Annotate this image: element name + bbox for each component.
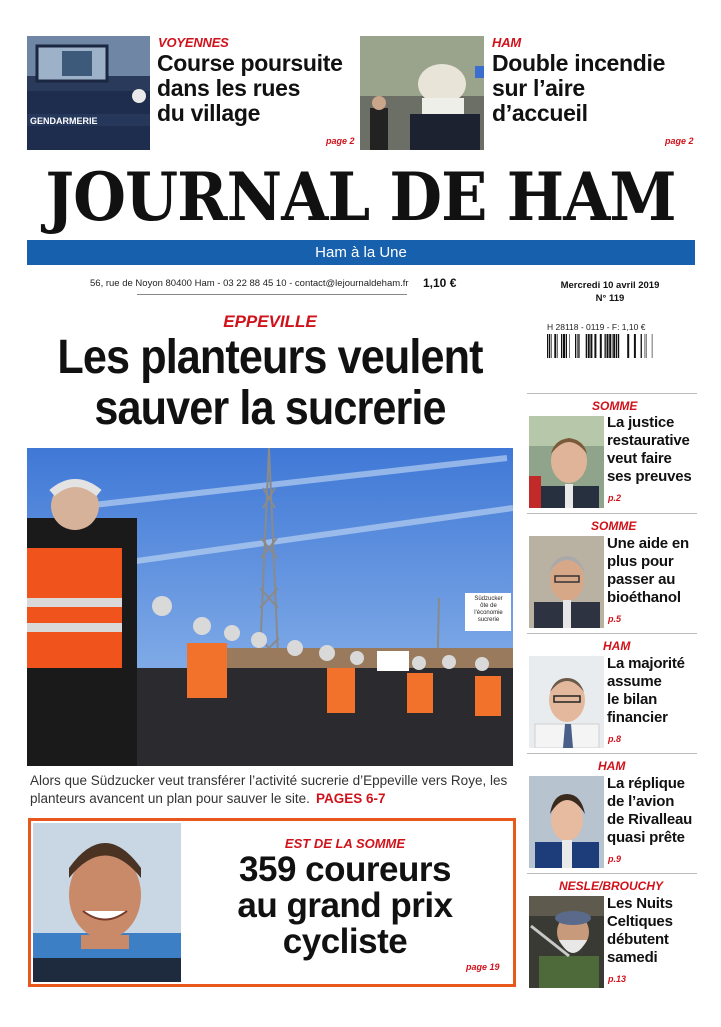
sidebar-separator <box>527 393 697 394</box>
barcode-bar <box>566 334 567 358</box>
side-page-ref: p.2 <box>608 493 622 503</box>
barcode-bar <box>551 334 552 358</box>
sidebar-separator <box>527 753 697 754</box>
sidebar-separator <box>527 873 697 874</box>
side-title-line: débutent <box>607 931 669 948</box>
side-title-line: samedi <box>607 949 658 966</box>
issue-date: Mercredi 10 avril 2019 <box>560 280 660 291</box>
side-title-line: de l’avion <box>607 793 675 810</box>
teaser-title-line: Course poursuite <box>157 50 343 76</box>
sidebar-photo <box>529 896 604 988</box>
box-page-ref: page 19 <box>466 962 500 972</box>
contact-info: 56, rue de Noyon 80400 Ham - 03 22 88 45 10 - contact@lejournaldeham.fr <box>90 278 409 289</box>
side-page-ref: p.8 <box>608 734 622 744</box>
side-title-line: de Rivalleau <box>607 811 693 828</box>
protest-sign-line: sucrerie <box>477 617 500 623</box>
side-title-line: ses preuves <box>607 468 692 485</box>
masthead-title: JOURNAL DE HAM <box>45 158 676 236</box>
protest-sign-line: ôte de <box>480 603 497 609</box>
teaser-title <box>157 51 357 126</box>
barcode-bar <box>561 334 562 358</box>
barcode-bar <box>590 334 592 358</box>
barcode-bar <box>577 334 578 358</box>
main-pages-ref: PAGES 6-7 <box>315 791 386 806</box>
side-title-line: restaurative <box>607 432 690 449</box>
barcode-bar <box>594 334 596 358</box>
box-headline-line: cycliste <box>282 922 408 961</box>
side-title <box>607 535 707 607</box>
side-page-ref: p.13 <box>608 974 627 984</box>
barcode-bar <box>563 334 565 358</box>
barcode-bar <box>549 334 550 358</box>
side-title-line: financier <box>607 709 668 726</box>
barcode-bar <box>600 334 602 358</box>
barcode-bar <box>613 334 615 358</box>
teaser-kicker: HAM <box>492 35 522 50</box>
side-kicker: SOMME <box>592 399 638 413</box>
teaser-page: page 2 <box>665 136 694 146</box>
barcode-text: H 28118 - 0119 - F: 1,10 € <box>547 322 646 332</box>
side-kicker: HAM <box>598 759 626 773</box>
date-block <box>540 279 680 305</box>
barcode-bar <box>605 334 606 358</box>
side-kicker: HAM <box>603 639 631 653</box>
barcode-bar <box>616 334 617 358</box>
box-headline <box>180 852 510 960</box>
barcode-bar <box>586 334 587 358</box>
sidebar-separator <box>527 513 697 514</box>
cyclist-photo <box>33 823 181 982</box>
barcode-bar <box>554 334 556 358</box>
side-title-line: assume <box>607 673 662 690</box>
side-title-line: La justice <box>607 414 675 431</box>
barcode-bar <box>609 334 611 358</box>
main-headline-line: sauver la sucrerie <box>94 382 446 435</box>
barcode-bar <box>646 334 647 358</box>
barcode-bar <box>641 334 642 358</box>
side-kicker: NESLE/BROUCHY <box>559 879 664 893</box>
barcode-bar <box>588 334 590 358</box>
side-title-line: La réplique <box>607 775 685 792</box>
teaser-title-line: du village <box>157 100 261 126</box>
teaser-title-line: sur l’aire <box>492 75 585 101</box>
barcode-bar <box>569 334 570 358</box>
side-kicker: SOMME <box>591 519 637 533</box>
teaser-page: page 2 <box>326 136 355 146</box>
main-caption <box>30 772 520 808</box>
side-title-line: Les Nuits <box>607 895 673 912</box>
box-kicker: EST DE LA SOMME <box>284 836 406 851</box>
barcode-bar <box>575 334 576 358</box>
sidebar-separator <box>527 633 697 634</box>
side-title-line: Celtiques <box>607 913 673 930</box>
side-title-line: passer au <box>607 571 676 588</box>
box-headline-line: 359 coureurs <box>239 850 451 889</box>
main-photo <box>27 448 513 766</box>
issue-number: N° 119 <box>595 293 625 304</box>
barcode-bar <box>652 334 653 358</box>
barcode-bar <box>645 334 646 358</box>
side-title <box>607 895 707 967</box>
sidebar-photo <box>529 656 604 748</box>
info-underline <box>137 294 407 295</box>
barcode-bar <box>634 334 636 358</box>
sidebar-photo <box>529 776 604 868</box>
teaser-title <box>492 51 702 126</box>
side-title <box>607 775 707 847</box>
side-page-ref: p.5 <box>608 614 622 624</box>
teaser-title-line: Double incendie <box>492 50 666 76</box>
teaser-title-line: d’accueil <box>492 100 588 126</box>
barcode-bar <box>578 334 579 358</box>
side-title-line: le bilan <box>607 691 658 708</box>
barcode-bar <box>612 334 613 358</box>
tagline-banner: Ham à la Une <box>27 240 695 265</box>
main-caption-text: Alors que Südzucker veut transférer l’activité sucrerie d’Eppeville vers Roye, les planteurs avancent un plan pour sauver le site. <box>30 773 508 806</box>
protest-sign-line: l'économie <box>474 610 503 616</box>
side-title-line: La majorité <box>607 655 685 672</box>
side-title-line: quasi prête <box>607 829 685 846</box>
barcode <box>547 334 657 358</box>
side-title <box>607 414 707 486</box>
price: 1,10 € <box>423 276 457 290</box>
main-kicker: EPPEVILLE <box>223 312 317 331</box>
teaser-title-line: dans les rues <box>157 75 301 101</box>
side-page-ref: p.9 <box>608 854 622 864</box>
gendarmerie-photo <box>27 36 150 150</box>
barcode-bar <box>618 334 619 358</box>
barcode-bar <box>547 334 548 358</box>
side-title <box>607 655 707 727</box>
side-title-line: Une aide en <box>607 535 689 552</box>
main-headline <box>27 332 513 434</box>
box-headline-line: au grand prix <box>237 886 453 925</box>
firefighter-photo <box>360 36 484 150</box>
gendarmerie-photo-text: GENDARMERIE <box>30 116 98 126</box>
protest-sign-line: Südzucker <box>474 596 503 602</box>
sidebar-photo <box>529 416 604 508</box>
barcode-bar <box>557 334 558 358</box>
side-title-line: plus pour <box>607 553 674 570</box>
barcode-bar <box>607 334 609 358</box>
barcode-bar <box>627 334 629 358</box>
sidebar-photo <box>529 536 604 628</box>
side-title-line: bioéthanol <box>607 589 681 606</box>
main-headline-line: Les planteurs veulent <box>57 331 483 384</box>
teaser-kicker: VOYENNES <box>158 35 229 50</box>
protest-sign <box>466 596 511 624</box>
side-title-line: veut faire <box>607 450 672 467</box>
